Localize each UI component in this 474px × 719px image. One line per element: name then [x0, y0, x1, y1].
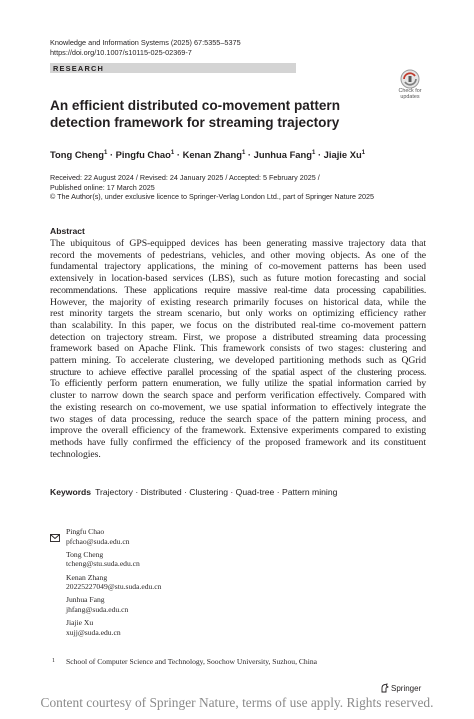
contact-name: Jiajie Xu: [66, 618, 94, 628]
abstract-line: The ubiquitous of GPS-equipped devices has been generating massive trajectory data that: [50, 238, 426, 249]
contact-item: [66, 573, 161, 592]
author-separator: ·: [317, 149, 322, 161]
abstract-line: framework based on Apache Flink. This framework consists of two stages: clustering and: [50, 343, 426, 355]
envelope-icon: [50, 529, 60, 537]
author-name[interactable]: Junhua Fang: [253, 149, 312, 161]
abstract-heading: Abstract: [50, 226, 85, 236]
author-affiliation-marker: 1: [103, 150, 108, 156]
author-separator: ·: [109, 149, 114, 161]
author-affiliation-marker: 1: [170, 150, 175, 156]
abstract-line: structure to achieve effective parallel processing of the spatial aspect of the clustering process.: [50, 366, 426, 378]
contact-name: Pingfu Chao: [66, 527, 105, 536]
abstract-line: To efficiently perform pattern enumeration, we fully utilize the spatial information carried by: [50, 378, 426, 390]
contact-email[interactable]: 20225227049@stu.suda.edu.cn: [66, 582, 162, 592]
abstract-line: cluster to narrow down the search space and perform verification effectively. Compared with: [50, 390, 426, 402]
author-affiliation-marker: 1: [311, 150, 316, 156]
abstract-line: detection on trajectory stream. First, we propose a distributed streaming data processing: [50, 331, 426, 343]
abstract-line: technologies.: [50, 448, 101, 460]
abstract-body: [50, 238, 426, 460]
abstract-line: extensively in location-based services (LBS), such as future motion forecasting and social: [50, 273, 426, 285]
publication-dates: [50, 173, 374, 202]
check-updates-icon: [392, 69, 428, 89]
author-separator: ·: [176, 149, 180, 161]
section-label: RESEARCH: [53, 63, 105, 73]
contact-email[interactable]: xujj@suda.edu.cn: [66, 627, 121, 637]
journal-header: [50, 38, 241, 57]
author-name[interactable]: Jiajie Xu: [323, 149, 362, 161]
author-name[interactable]: Tong Cheng: [50, 149, 104, 161]
keywords-label: Keywords: [50, 487, 92, 497]
contact-email[interactable]: jhfang@suda.edu.cn: [66, 604, 129, 614]
affiliation-number: 1: [52, 658, 55, 664]
contact-name: Tong Cheng: [66, 549, 104, 559]
abstract-line: rest minority targets the stream scenario, but only works on optimizing efficiency rather: [50, 308, 426, 320]
dates-published-line: Published online: 17 March 2025: [50, 182, 155, 192]
author-affiliation-marker: 1: [361, 150, 366, 156]
abstract-line: the existing research on co-movement, we use spatial information to effectively integrate the: [50, 401, 426, 413]
contact-name: Kenan Zhang: [66, 572, 108, 582]
contact-email[interactable]: tcheng@stu.suda.edu.cn: [66, 559, 140, 569]
abstract-line: recommendations. These applications require massive real-time data processing capabilities.: [50, 284, 426, 296]
abstract-line: methods have fully confirmed the efficiency of the proposed framework and its constituent: [50, 436, 426, 448]
check-updates-line2: updates: [400, 94, 420, 100]
keywords-line: [50, 487, 337, 498]
affiliation-text: School of Computer Science and Technology, Soochow University, Suzhou, China: [66, 657, 318, 666]
abstract-line: fundamental trajectory applications, the mining of co-movement patterns has been used: [50, 261, 426, 273]
contact-list: [66, 527, 161, 641]
paper-title: An efficient distributed co-movement pattern detection framework for streaming trajectory: [50, 98, 341, 130]
abstract-line: However, the majority of existing research primarily focuses on historical data, while the: [50, 296, 426, 308]
springer-horse-icon: [380, 683, 389, 693]
abstract-line: record the movements of pedestrians, vehicles, and other moving objects. As one of the: [50, 249, 426, 261]
doi-link[interactable]: https://doi.org/10.1007/s10115-025-02369-7: [50, 47, 192, 57]
copyright-line: © The Author(s), under exclusive licence to Springer-Verlag London Ltd., part of Springer Nature 2025: [50, 192, 374, 202]
springer-wordmark: Springer: [391, 684, 422, 693]
author-name[interactable]: Kenan Zhang: [182, 149, 242, 161]
author-affiliation-marker: 1: [241, 150, 246, 156]
contact-item: [66, 618, 161, 637]
keywords-list: Trajectory · Distributed · Clustering · Quad-tree · Pattern mining: [95, 487, 338, 497]
contact-email[interactable]: pfchao@suda.edu.cn: [66, 536, 130, 546]
courtesy-watermark: Content courtesy of Springer Nature, terms of use apply. Rights reserved.: [40, 695, 434, 710]
check-updates-line1: Check for: [398, 88, 422, 94]
check-updates-text: [388, 88, 432, 100]
contact-name: Junhua Fang: [66, 595, 105, 605]
abstract-line: than scalability. In this paper, we focus on the distributed real-time co-movement pattern: [50, 319, 426, 331]
abstract-line: two stages of data processing, reduce the search space of the pattern mining process, and: [50, 413, 426, 425]
abstract-line: improve the overall efficiency of the framework. Extensive experiments compared to existing: [50, 425, 426, 437]
contact-item: [66, 550, 161, 569]
dates-received-line: Received: 22 August 2024 / Revised: 24 January 2025 / Accepted: 5 February 2025 /: [50, 173, 320, 182]
author-name[interactable]: Pingfu Chao: [115, 149, 171, 161]
author-separator: ·: [247, 149, 252, 161]
contact-item: [66, 595, 161, 614]
contact-item: [66, 527, 161, 546]
journal-citation: Knowledge and Information Systems (2025) 67:5355–5375: [50, 38, 241, 47]
author-list: [50, 147, 365, 161]
abstract-line: pattern mining. To accelerate clustering, we developed partitioning methods such as QGrid: [50, 355, 426, 367]
